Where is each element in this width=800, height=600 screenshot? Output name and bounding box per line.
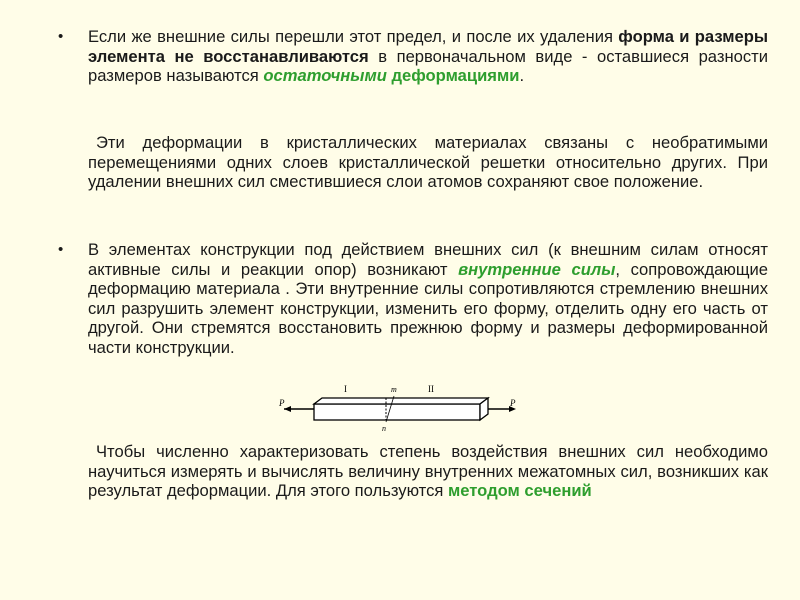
- label-section-top: m: [391, 385, 397, 394]
- bullet-marker: •: [58, 28, 64, 45]
- beam-section-figure: [278, 380, 518, 434]
- label-part-one: I: [344, 384, 347, 394]
- text-run: , сопровождающие деформацию материала . Эти внутренние силы сопротивляются стремлению внешних сил разрушить элемент конструкции, изменить его форму, отделить одну его часть от другой. Они стремятся восстановить прежнюю форму и размеры деформированной части конструкции.: [88, 259, 769, 357]
- label-part-two: II: [428, 384, 434, 394]
- beam-front-face: [314, 404, 480, 420]
- text-run: Эти деформации в кристаллических материалах связаны с необратимыми перемещениями одних слоев кристаллической решетки относительно других. При удалении внешних сил сместившиеся слои атомов сохраняют свое положение.: [88, 133, 768, 192]
- term-deformations: деформациями: [386, 66, 520, 86]
- text-run: в первоначальном виде - оставшиеся разности размеров называются: [88, 46, 769, 86]
- label-section-bottom: n: [382, 424, 386, 433]
- text-run: В элементах конструкции под действием внешних сил (к внешним силам относят активные силы и реакции опор) возникают: [88, 240, 768, 279]
- term-residual: остаточными: [263, 66, 387, 86]
- text-run: .: [519, 66, 525, 86]
- paragraph-method-of-sections: [88, 442, 768, 501]
- bullet-marker: •: [58, 241, 64, 258]
- beam-top-face: [314, 398, 488, 404]
- force-label-left: P: [279, 398, 285, 408]
- term-internal-forces: внутренние силы: [458, 259, 616, 279]
- paragraph-crystal-deformations: [88, 133, 768, 192]
- term-method-of-sections: методом сечений: [447, 481, 592, 501]
- paragraph-internal-forces: [88, 240, 768, 358]
- text-run: Если же внешние силы перешли этот предел, и после их удаления: [88, 27, 619, 46]
- arrowhead-left: [284, 406, 291, 412]
- force-label-right: P: [510, 398, 516, 408]
- text-run: Чтобы численно характеризовать степень воздействия внешних сил необходимо научиться измерять и вычислять величину внутренних межатомных сил, возникших как результат деформации. Для этого пользуются: [88, 442, 768, 501]
- bold-text: форма и размеры элемента не восстанавливаются: [88, 27, 769, 66]
- paragraph-residual-deformations: [88, 27, 768, 86]
